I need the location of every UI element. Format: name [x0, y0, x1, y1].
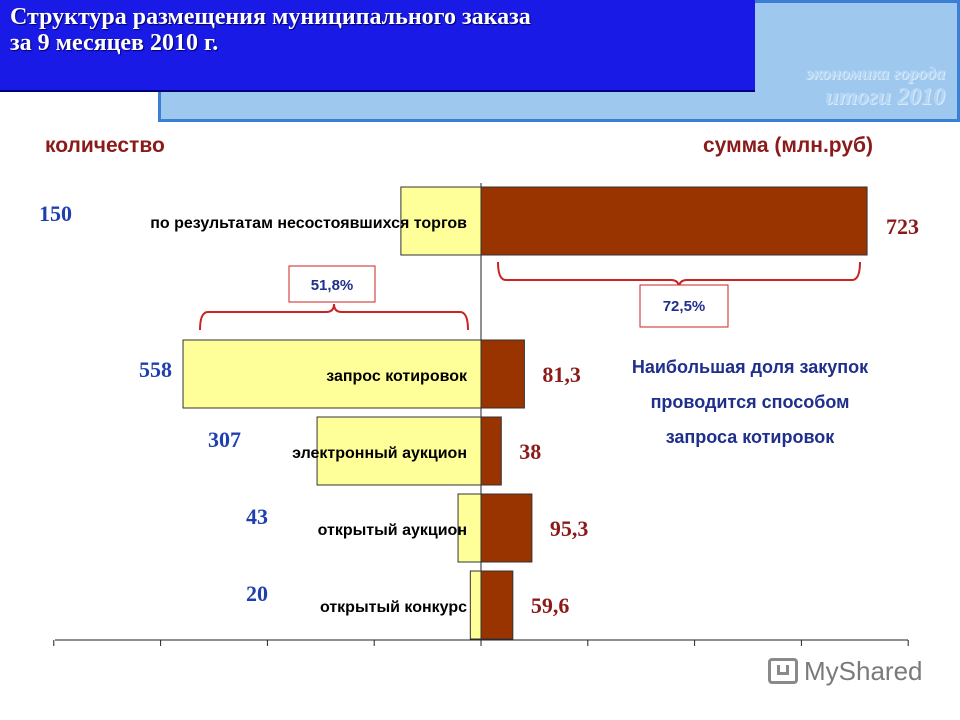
- sum-bar: [481, 340, 524, 408]
- count-value-label: 20: [246, 581, 268, 606]
- conclusion-note-line1: Наибольшая доля закупок: [631, 357, 869, 377]
- page-title-line1: Структура размещения муниципального заказа: [10, 4, 531, 30]
- count-bar: [470, 571, 481, 639]
- sum-bar: [481, 187, 867, 255]
- count-value-label: 558: [139, 357, 172, 382]
- myshared-logo: [768, 656, 938, 690]
- conclusion-note: [590, 350, 910, 455]
- sum-bar: [481, 571, 513, 639]
- brand-line2: итоги 2010: [825, 84, 945, 110]
- annotation-count-share: 51,8%: [310, 277, 354, 294]
- right-axis-label: сумма (млн.руб): [703, 134, 873, 157]
- count-value-label: 150: [39, 201, 72, 226]
- sum-value-label: 59,6: [530, 593, 570, 618]
- sum-bar: [481, 417, 501, 485]
- annotation-sum-share: 72,5%: [662, 298, 706, 315]
- sum-value-label: 95,3: [549, 516, 589, 541]
- conclusion-note-line3: запроса котировок: [665, 427, 835, 447]
- count-value-label: 307: [208, 427, 241, 452]
- count-value-label: 43: [246, 504, 268, 529]
- category-label: открытый аукцион: [317, 522, 467, 539]
- category-label: запрос котировок: [326, 368, 467, 385]
- sum-value-label: 38: [519, 439, 542, 464]
- sum-value-label: 723: [886, 214, 919, 239]
- page-title-line2: за 9 месяцев 2010 г.: [10, 30, 219, 56]
- bracket-count-share: [200, 304, 468, 330]
- myshared-logo-text: MyShared: [804, 656, 923, 686]
- conclusion-note-line2: проводится способом: [650, 392, 850, 412]
- bracket-sum-share: [498, 262, 860, 288]
- category-label: электронный аукцион: [292, 445, 467, 462]
- category-label: открытый конкурс: [319, 599, 467, 616]
- brand-line1: экономика города: [805, 63, 945, 83]
- myshared-logo-icon: [768, 658, 798, 684]
- sum-value-label: 81,3: [542, 362, 581, 387]
- category-label: по результатам несостоявшихся торгов: [150, 215, 467, 232]
- left-axis-label: количество: [45, 134, 165, 157]
- sum-bar: [481, 494, 532, 562]
